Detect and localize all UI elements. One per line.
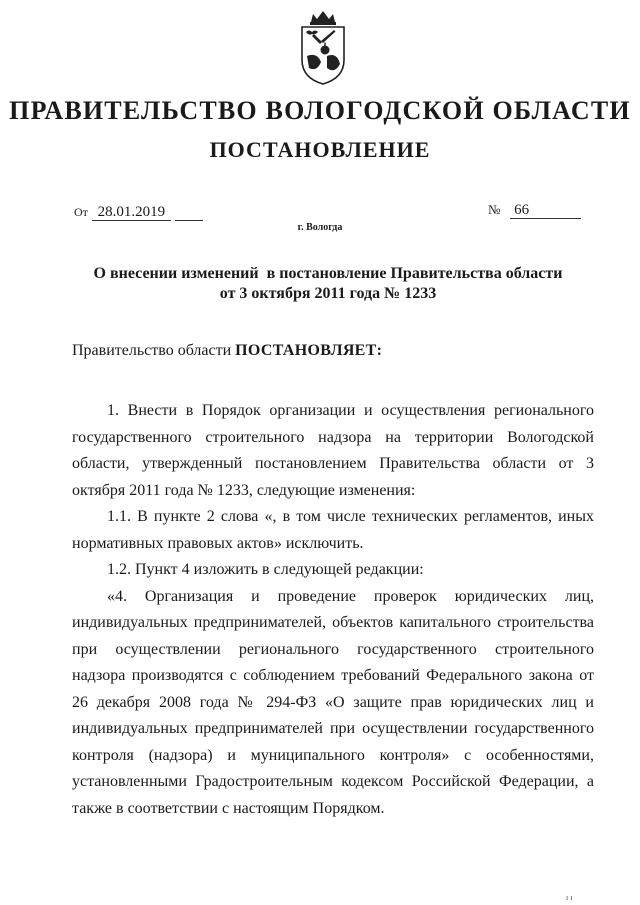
city: г. Вологда: [297, 222, 343, 233]
paragraph-4-text: «4. Организация и проведение проверок юридических лиц, индивидуальных предпринимателей, объектов капитального строительства при осуществлении регионального государственного строительного надзора производятся с соблюдением требований Федерального закона от 26 декабря 2008 года № 294-ФЗ «О защите прав юридических лиц и индивидуальных предпринимателей при осуществлении государственного контроля (надзора) и муниципального контроля» с особенностями, установленными Градостроительным кодексом Российской Федерации, а также в соответствии с настоящим Порядком.: [72, 587, 594, 817]
subject-line-2: от 3 октября 2011 года № 1233: [219, 285, 437, 302]
preamble-text: Правительство области: [72, 342, 236, 359]
preamble-verb: ПОСТАНОВЛЯЕТ:: [235, 342, 383, 359]
paragraph-1-1: 1.1. В пункте 2 слова «, в том числе технических регламентов, иных нормативных правовых актов» исключить.: [72, 508, 594, 552]
document-type: ПОСТАНОВЛЕНИЕ: [209, 137, 431, 162]
number-field: [488, 202, 581, 219]
number-label: №: [488, 202, 501, 217]
number-value: 66: [510, 202, 543, 219]
date-value: 28.01.2019: [92, 204, 172, 221]
preamble: [72, 342, 382, 360]
government-title: ПРАВИТЕЛЬСТВО ВОЛОГОДСКОЙ ОБЛАСТИ: [9, 96, 631, 125]
paragraph-1: 1. Внести в Порядок организации и осуществления регионального государственного строительного надзора на территории Вологодской области, утвержденный постановлением Правительства области от 3 октября 2011 года № 1233, следующие изменения:: [72, 402, 594, 499]
page-mark: ı ı: [566, 893, 573, 902]
document-subject: [60, 264, 596, 304]
coat-of-arms-icon: [297, 8, 349, 86]
date-field: [74, 204, 203, 221]
date-label: От: [74, 205, 88, 219]
paragraph-1-2: 1.2. Пункт 4 изложить в следующей редакции:: [107, 561, 424, 578]
document-body: [72, 398, 594, 822]
subject-line-1: О внесении изменений в постановление Правительства области: [93, 265, 563, 282]
